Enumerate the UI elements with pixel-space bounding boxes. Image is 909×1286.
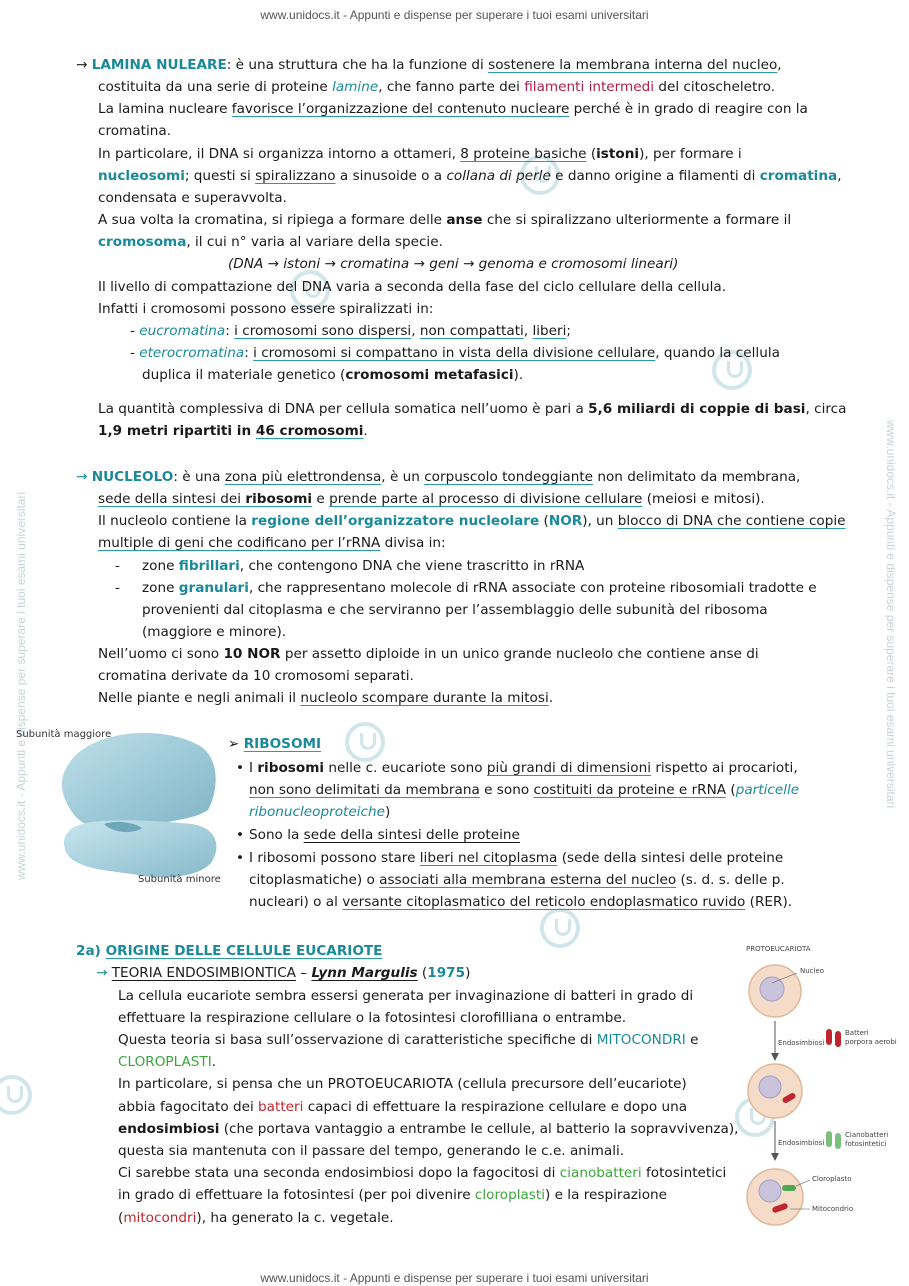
ribosomi-line-7: nucleari) o al versante citoplasmatico del reticolo endoplasmatico ruvido (RER).	[249, 894, 793, 910]
origine-line-3: Questa teoria si basa sull’osservazione di caratteristiche specifiche di MITOCONDRI e	[118, 1032, 699, 1048]
ribosome-label-major: Subunità maggiore	[16, 729, 112, 740]
lamina-line-10: (DNA → istoni → cromatina → geni → genoma e cromosomi lineari)	[228, 256, 679, 272]
ribosomi-line-4: Sono la sede della sintesi delle proteine	[249, 827, 520, 843]
header-watermark: www.unidocs.it - Appunti e dispense per superare i tuoi esami universitari	[260, 8, 649, 22]
nucleolo-line-8: (maggiore e minore).	[142, 624, 287, 640]
lamina-line-2: costituita da una serie di proteine lamine, che fanno parte dei filamenti intermedi del citoscheletro.	[98, 79, 776, 95]
nucleolo-line-6: - zone granulari, che rappresentano molecole di rRNA associate con proteine ribosomiali tradotte e	[115, 580, 817, 596]
lamina-line-14: - eterocromatina: i cromosomi si compattano in vista della divisione cellulare, quando la cellula	[130, 345, 780, 361]
nucleolo-line-1: → NUCLEOLO: è una zona più elettrondensa, è un corpuscolo tondeggiante non delimitato da membrana,	[76, 469, 801, 485]
origine-line-4: CLOROPLASTI.	[118, 1054, 217, 1070]
lamina-line-4: cromatina.	[98, 123, 172, 139]
lamina-line-16: La quantità complessiva di DNA per cellula somatica nell’uomo è pari a 5,6 miliardi di coppie di basi, circa	[98, 401, 847, 417]
side-watermark-right: www.unidocs.it - Appunti e dispense per superare i tuoi esami universitari	[884, 420, 898, 809]
nucleolo-line-4: multiple di geni che codificano per l’rRNA divisa in:	[98, 535, 446, 551]
fig-label-nucleo: Nucleo	[800, 967, 825, 975]
nucleolo-line-5: - zone fibrillari, che contengono DNA che viene trascritto in rRNA	[115, 558, 585, 574]
origine-line-10: in grado di effettuare la fotosintesi (per poi divenire cloroplasti) e la respirazione	[118, 1187, 668, 1203]
origine-line-2: effettuare la respirazione cellulare o la fotosintesi clorofilliana o entrambe.	[118, 1010, 627, 1026]
fig-label-endosimbiosi-2: Endosimbiosi	[778, 1139, 825, 1147]
origine-line-7: endosimbiosi (che portava vantaggio a entrambe le cellule, al batterio la sopravvivenza),	[118, 1121, 739, 1137]
ribosomi-bullet-3: •	[236, 850, 245, 866]
origine-line-6: abbia fagocitato dei batteri capaci di effettuare la respirazione cellulare e dopo una	[118, 1099, 688, 1115]
fig-label-cloroplasto: Cloroplasto	[812, 1175, 852, 1183]
fig-label-endosimbiosi-1: Endosimbiosi	[778, 1039, 825, 1047]
footer-watermark: www.unidocs.it - Appunti e dispense per superare i tuoi esami universitari	[260, 1271, 649, 1285]
ribosomi-line-1: I ribosomi nelle c. eucariote sono più grandi di dimensioni rispetto ai procarioti,	[249, 760, 798, 776]
origine-line-8: questa sia mantenuta con il passare del tempo, generando le c.e. animali.	[118, 1143, 625, 1159]
ribosomi-line-6: citoplasmatiche) o associati alla membrana esterna del nucleo (s. d. s. delle p.	[249, 872, 785, 888]
lamina-line-9: cromosoma, il cui n° varia al variare della specie.	[98, 234, 443, 250]
lamina-line-13: - eucromatina: i cromosomi sono dispersi, non compattati, liberi;	[130, 323, 571, 339]
origine-heading: 2a) ORIGINE DELLE CELLULE EUCARIOTE	[76, 943, 383, 959]
origine-line-5: In particolare, si pensa che un PROTOEUCARIOTA (cellula precursore dell’eucariote)	[118, 1076, 687, 1092]
origine-subheading: → TEORIA ENDOSIMBIONTICA – Lynn Margulis (1975)	[96, 965, 471, 981]
watermark-logo-icon	[345, 722, 385, 762]
lamina-line-3: La lamina nucleare favorisce l’organizzazione del contenuto nucleare perché è in grado di reagire con la	[98, 101, 808, 117]
endosymbiosis-figure	[742, 943, 902, 1233]
watermark-logo-icon	[540, 908, 580, 948]
origine-line-11: (mitocondri), ha generato la c. vegetale.	[118, 1210, 394, 1226]
fig-label-mitocondrio: Mitocondrio	[812, 1205, 854, 1213]
lamina-line-15: duplica il materiale genetico (cromosomi metafasici).	[142, 367, 524, 383]
origine-line-9: Ci sarebbe stata una seconda endosimbiosi dopo la fagocitosi di cianobatteri fotosintetici	[118, 1165, 727, 1181]
origine-line-1: La cellula eucariote sembra essersi generata per invaginazione di batteri in grado di	[118, 988, 694, 1004]
lamina-line-1: → LAMINA NULEARE: è una struttura che ha la funzione di sostenere la membrana interna del nucleo,	[76, 57, 782, 73]
nucleolo-line-10: cromatina derivate da 10 cromosomi separati.	[98, 668, 414, 684]
watermark-logo-icon	[0, 1075, 32, 1115]
fig-label-batteri: Batteri porpora aerobi	[845, 1029, 897, 1046]
lamina-line-7: condensata e superavvolta.	[98, 190, 287, 206]
lamina-line-8: A sua volta la cromatina, si ripiega a formare delle anse che si spiralizzano ulteriormente a formare il	[98, 212, 792, 228]
lamina-line-11: Il livello di compattazione del DNA varia a seconda della fase del ciclo cellulare della cellula.	[98, 279, 727, 295]
ribosomi-bullet-1: •	[236, 760, 245, 776]
fig-label-cianobatteri: Cianobatteri fotosintetici	[845, 1131, 889, 1148]
ribosome-figure	[12, 724, 232, 899]
ribosomi-title: ➢ RIBOSOMI	[228, 736, 322, 752]
nucleolo-line-3: Il nucleolo contiene la regione dell’organizzatore nucleolare (NOR), un blocco di DNA che contiene copie	[98, 513, 846, 529]
ribosomi-line-2: non sono delimitati da membrana e sono costituiti da proteine e rRNA (particelle	[249, 782, 800, 798]
ribosomi-bullet-2: •	[236, 827, 245, 843]
lamina-line-5: In particolare, il DNA si organizza intorno a ottameri, 8 proteine basiche (istoni), per formare i	[98, 146, 742, 162]
side-watermark-left: www.unidocs.it - Appunti e dispense per superare i tuoi esami universitari	[14, 491, 28, 880]
lamina-line-6: nucleosomi; questi si spiralizzano a sinusoide o a collana di perle e danno origine a filamenti di cromatina,	[98, 168, 842, 184]
fig-title: PROTOEUCARIOTA	[746, 945, 811, 953]
nucleolo-line-7: provenienti dal citoplasma e che serviranno per l’assemblaggio delle subunità del ribosoma	[142, 602, 768, 618]
nucleolo-line-11: Nelle piante e negli animali il nucleolo scompare durante la mitosi.	[98, 690, 554, 706]
nucleolo-line-2: sede della sintesi dei ribosomi e prende parte al processo di divisione cellulare (meiosi e mitosi).	[98, 491, 765, 507]
arrow-marker-icon: ➢	[228, 736, 240, 752]
ribosomi-line-5: I ribosomi possono stare liberi nel citoplasma (sede della sintesi delle proteine	[249, 850, 784, 866]
ribosome-label-minor: Subunità minore	[138, 874, 221, 885]
lamina-line-12: Infatti i cromosomi possono essere spiralizzati in:	[98, 301, 434, 317]
nucleolo-line-9: Nell’uomo ci sono 10 NOR per assetto diploide in un unico grande nucleolo che contiene anse di	[98, 646, 759, 662]
ribosomi-line-3: ribonucleoproteiche)	[249, 804, 391, 820]
lamina-line-17: 1,9 metri ripartiti in 46 cromosomi.	[98, 423, 368, 439]
